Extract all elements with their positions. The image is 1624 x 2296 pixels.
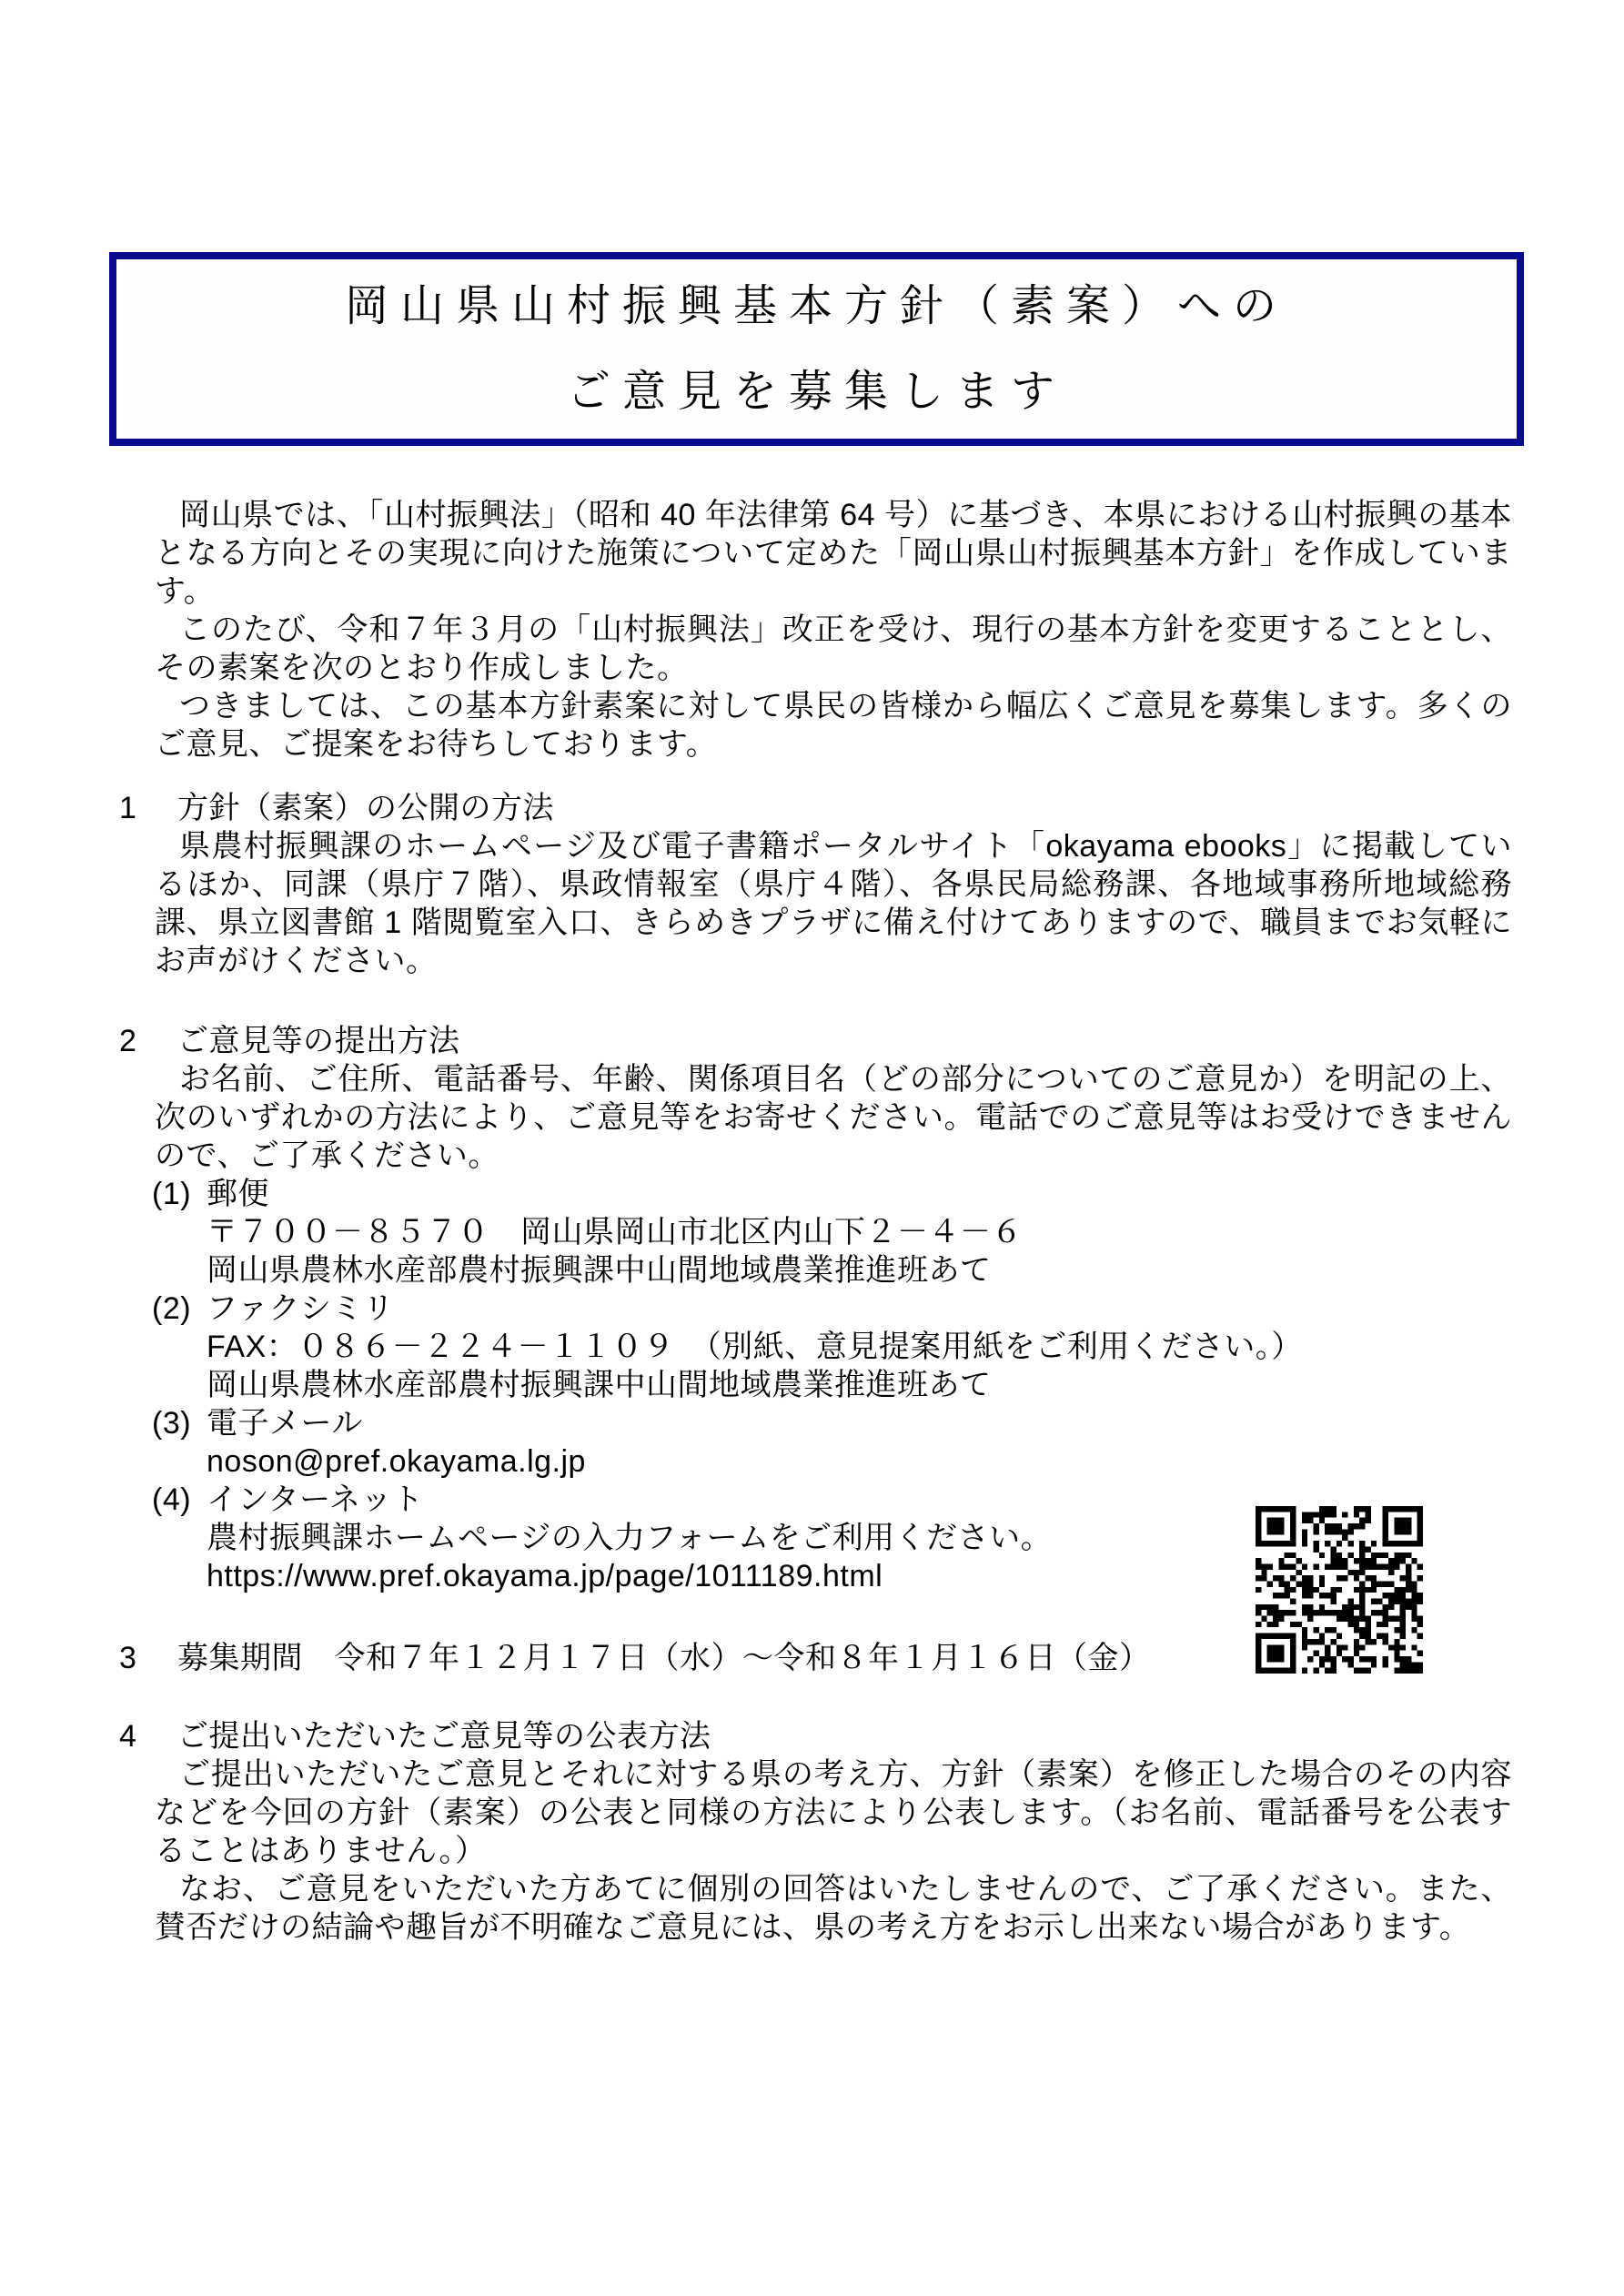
list-item-email bbox=[152, 1404, 1512, 1442]
list-item-email-marker: (3) bbox=[152, 1406, 192, 1441]
intro-paragraph-1: 岡山県では、「山村振興法」（昭和 40 年法律第 64 号）に基づき、本県における山村振興の基本となる方向とその実現に向けた施策について定めた「岡山県山村振興基本方針」を作成しています。 bbox=[155, 498, 1512, 609]
section-4-number: 4 bbox=[119, 1719, 137, 1754]
list-item-mail bbox=[152, 1175, 1512, 1213]
section-2-heading bbox=[119, 1022, 1512, 1060]
section-2-body: お名前、ご住所、電話番号、年齢、関係項目名（どの部分についてのご意見か）を明記の上、次のいずれかの方法により、ご意見等をお寄せください。電話でのご意見等はお受けできませんので、ご了承ください。 bbox=[155, 1062, 1512, 1173]
section-1-number: 1 bbox=[119, 791, 137, 825]
form-url: https://www.pref.okayama.jp/page/1011189.html bbox=[207, 1559, 883, 1593]
section-4-heading bbox=[119, 1717, 1512, 1755]
list-item-mail-marker: (1) bbox=[152, 1177, 192, 1211]
section-4-paragraph-1: ご提出いただいたご意見とそれに対する県の考え方、方針（素案）を修正した場合のその内容などを今回の方針（素案）の公表と同様の方法により公表します。（お名前、電話番号を公表することはありません。） bbox=[155, 1757, 1512, 1868]
postal-recipient-line: 岡山県農林水産部農村振興課中山間地域農業推進班あて bbox=[207, 1253, 992, 1288]
section-publication-of-opinions bbox=[119, 1717, 1512, 1947]
list-item-internet-marker: (4) bbox=[152, 1482, 192, 1517]
section-4-paragraph-2: なお、ご意見をいただいた方あてに個別の回答はいたしませんので、ご了承ください。また、賛否だけの結論や趣旨が不明確なご意見には、県の考え方をお示し出来ない場合があります。 bbox=[155, 1872, 1512, 1945]
section-3-title: 募集期間 令和７年１２月１７日（水）～令和８年１月１６日（金） bbox=[177, 1641, 1151, 1675]
list-item-fax-marker: (2) bbox=[152, 1291, 192, 1326]
page-title-line-1: 岡山県山村振興基本方針（素案）への bbox=[344, 281, 1288, 330]
section-4-title: ご提出いただいたご意見等の公表方法 bbox=[177, 1719, 711, 1754]
list-item-fax-label: ファクシミリ bbox=[207, 1291, 395, 1326]
section-1-heading bbox=[119, 789, 1512, 827]
email-address: noson@pref.okayama.lg.jp bbox=[207, 1444, 586, 1479]
intro-block bbox=[155, 496, 1512, 764]
fax-recipient-line: 岡山県農林水産部農村振興課中山間地域農業推進班あて bbox=[207, 1368, 992, 1402]
section-1-body: 県農村振興課のホームページ及び電子書籍ポータルサイト「okayama ebooks」に掲載しているほか、同課（県庁７階）、県政情報室（県庁４階）、各県民局総務課、各地域事務所地域総務課、県立図書館 1 階閲覧室入口、きらめきプラザに備え付けてありますので、職員までお気軽にお声がけください。 bbox=[155, 829, 1512, 978]
fax-number-line: FAX：０８６－２２４－１１０９ （別紙、意見提案用紙をご利用ください。） bbox=[207, 1330, 1303, 1364]
list-item-mail-label: 郵便 bbox=[207, 1177, 269, 1211]
intro-paragraph-2: このたび、令和７年３月の「山村振興法」改正を受け、現行の基本方針を変更することとし、その素案を次のとおり作成しました。 bbox=[155, 612, 1512, 685]
section-1-title: 方針（素案）の公開の方法 bbox=[177, 791, 554, 825]
internet-form-line: 農村振興課ホームページの入力フォームをご利用ください。 bbox=[207, 1521, 1053, 1555]
section-2-number: 2 bbox=[119, 1024, 137, 1058]
list-item-email-label: 電子メール bbox=[207, 1406, 363, 1441]
page-title-line-2: ご意見を募集します bbox=[566, 367, 1066, 416]
section-publication-method bbox=[119, 789, 1512, 980]
title-box bbox=[109, 252, 1524, 446]
postal-address-line: 〒７００－８５７０ 岡山県岡山市北区内山下２－４－６ bbox=[207, 1215, 1023, 1249]
section-3-number: 3 bbox=[119, 1641, 137, 1675]
intro-paragraph-3: つきましては、この基本方針素案に対して県民の皆様から幅広くご意見を募集します。多くのご意見、ご提案をお待ちしております。 bbox=[155, 689, 1512, 762]
list-item-internet-label: インターネット bbox=[207, 1482, 424, 1517]
section-2-title: ご意見等の提出方法 bbox=[177, 1024, 460, 1058]
qr-code bbox=[1256, 1506, 1423, 1674]
list-item-fax bbox=[152, 1290, 1512, 1328]
